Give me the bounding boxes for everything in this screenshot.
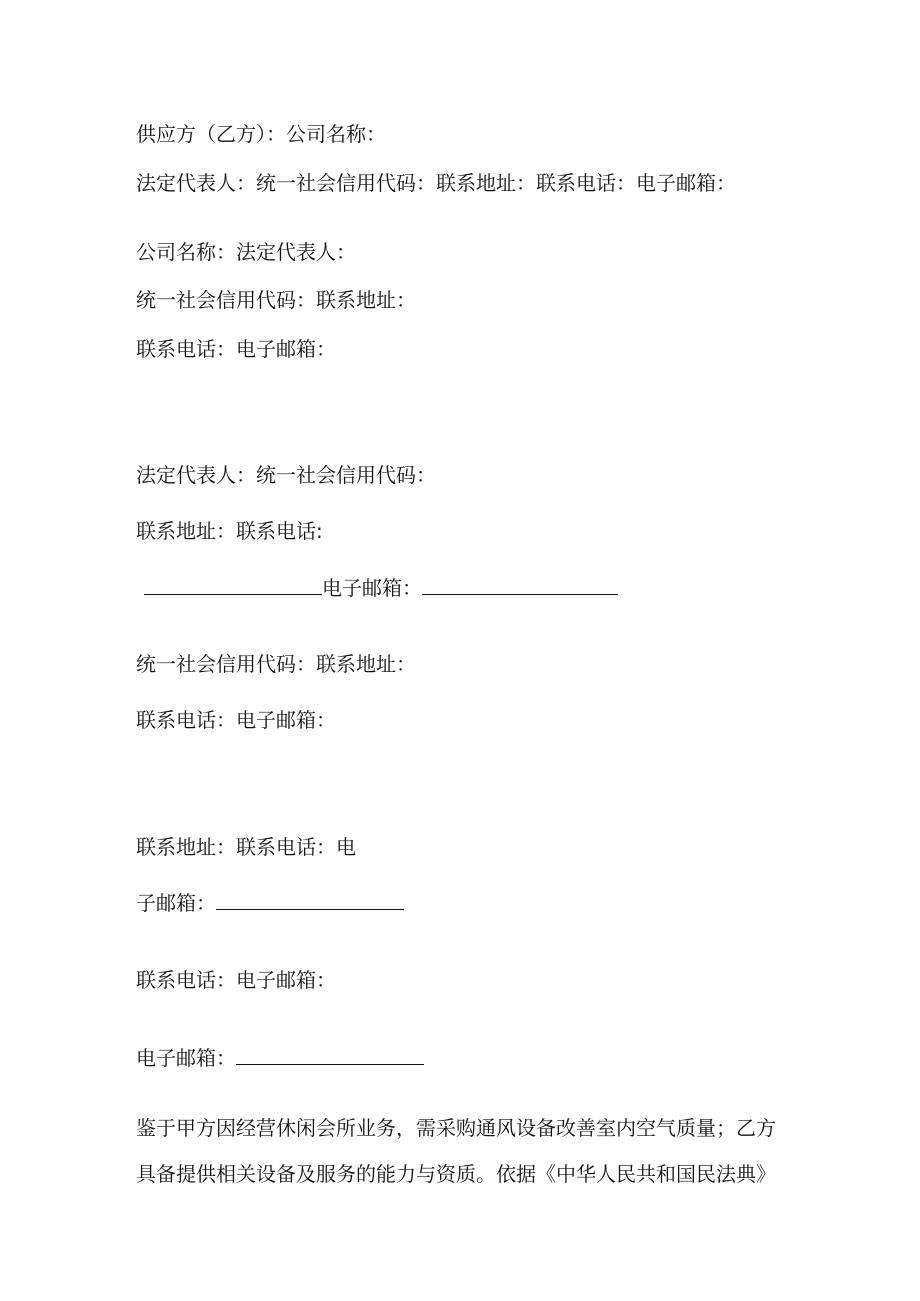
contact-address-line-2: 联系地址：联系电话：电 xyxy=(136,835,356,859)
legal-rep-line: 法定代表人：统一社会信用代码： xyxy=(136,463,436,487)
credit-code-line-2: 统一社会信用代码：联系地址： xyxy=(136,652,416,676)
email-blank-line xyxy=(144,574,618,602)
email-blank-2 xyxy=(216,889,404,910)
contact-phone-line-3: 联系电话：电子邮箱： xyxy=(136,968,336,992)
email-label: 电子邮箱： xyxy=(322,576,422,600)
contact-phone-line: 联系电话：电子邮箱： xyxy=(136,337,336,361)
email-line-3 xyxy=(136,1044,424,1072)
contact-phone-line-2: 联系电话：电子邮箱： xyxy=(136,708,336,732)
email-label-3: 电子邮箱： xyxy=(136,1046,236,1070)
recital-line-2: 具备提供相关设备及服务的能力与资质。依据《中华人民共和国民法典》 xyxy=(136,1162,776,1186)
email-label-2: 子邮箱： xyxy=(136,891,216,915)
contact-address-line: 联系地址：联系电话: xyxy=(136,519,323,543)
credit-code-line: 统一社会信用代码：联系地址： xyxy=(136,288,416,312)
supplier-heading: 供应方（乙方）：公司名称： xyxy=(136,122,386,146)
email-blank-3 xyxy=(236,1044,424,1065)
company-name-line: 公司名称：法定代表人： xyxy=(136,240,356,264)
recital-line-1: 鉴于甲方因经营休闲会所业务，需采购通风设备改善室内空气质量；乙方 xyxy=(136,1116,776,1140)
supplier-fields-line: 法定代表人：统一社会信用代码：联系地址：联系电话：电子邮箱： xyxy=(136,171,736,195)
phone-blank xyxy=(144,574,322,595)
email-line-2 xyxy=(136,889,404,917)
email-blank xyxy=(422,574,618,595)
recital-paragraph xyxy=(136,1105,796,1197)
